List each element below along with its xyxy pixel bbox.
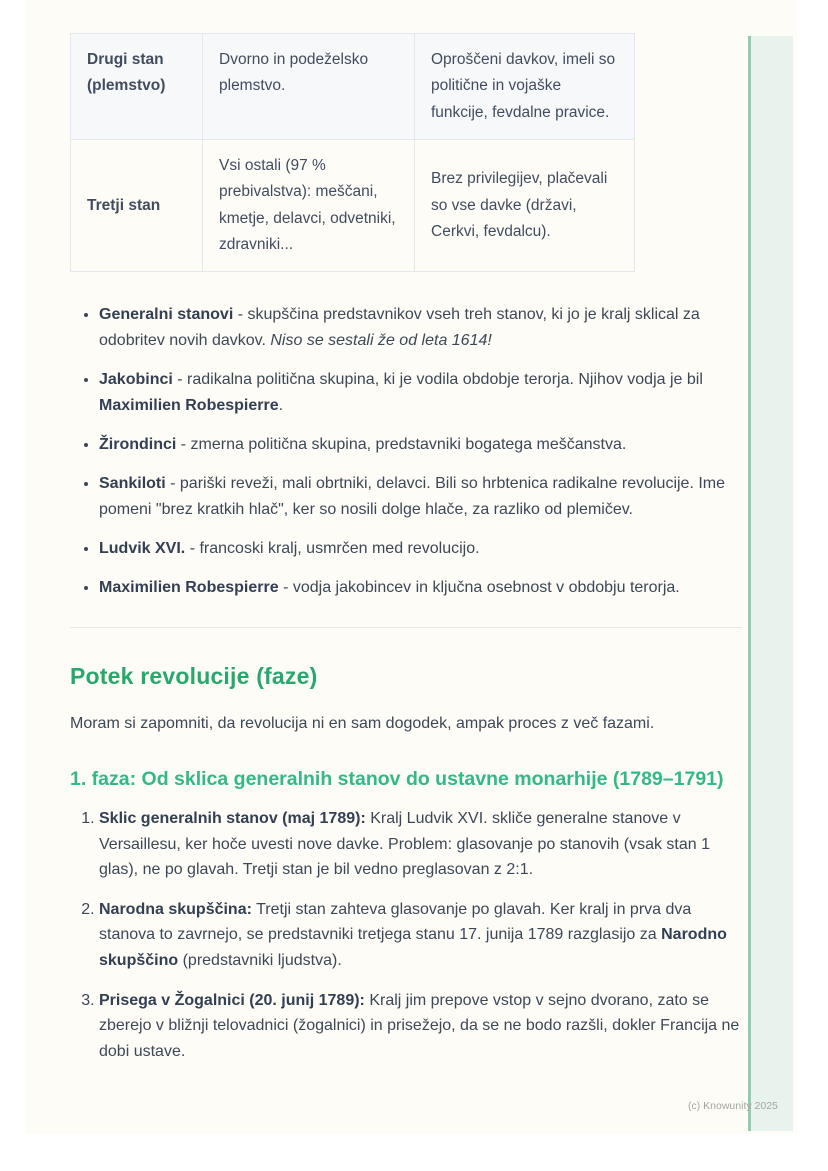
section-title: Potek revolucije (faze)	[70, 662, 318, 689]
glossary-bold-name: Maximilien Robespierre	[99, 397, 279, 415]
glossary-note: Niso se sestali že od leta 1614!	[270, 332, 492, 350]
estate-name-cell: Drugi stan (plemstvo)	[71, 34, 203, 140]
step-lead: Narodna skupščina:	[99, 900, 252, 918]
estate-privileges-cell: Brez privilegijev, plačevali so vse davke (državi, Cerkvi, fevdalcu).	[415, 140, 635, 272]
glossary-item	[99, 575, 742, 601]
glossary-term: Generalni stanovi	[99, 306, 234, 324]
phase-step: 2. Narodna skupščina: Tretji stan zahteva glasovanje po glavah. Ker kralj in prva dva stanova to zavrnejo, se predstavniki tretjega stanu 17. junija 1789 razglasijo za Narodno skupščino (predstavniki ljudstva).	[99, 897, 742, 974]
step-text: Kralj Ludvik XVI. skliče generalne stanove v Versaillesu, ker hoče uvesti nove davke. Problem: glasovanje po stanovih (vsak stan 1 glas), ne po glavah. Tretji stan je bil vedno preglasovan z 2:1.	[99, 809, 710, 879]
estate-name-cell: Tretji stan	[71, 140, 203, 272]
document-page	[25, 0, 797, 1134]
estate-description-cell: Dvorno in podeželsko plemstvo.	[203, 34, 415, 140]
glossary-definition: - vodja jakobincev in ključna osebnost v obdobju terorja.	[278, 578, 680, 596]
phase-step	[99, 988, 742, 1065]
phase-steps-list	[70, 806, 742, 1064]
page-content	[70, 0, 742, 1078]
glossary-item	[99, 536, 742, 562]
glossary-definition: - radikalna politična skupina, ki je vodila obdobje terorja. Njihov vodja je bil	[172, 371, 703, 389]
section-intro: Moram si zapomniti, da revolucija ni en sam dogodek, ampak proces z več fazami.	[70, 714, 655, 732]
glossary-term: Ludvik XVI.	[99, 539, 186, 557]
glossary-term: Maximilien Robespierre	[99, 578, 279, 596]
table-row	[71, 140, 635, 272]
margin-accent-bar	[748, 36, 793, 1131]
step-lead: Prisega v Žogalnici (20. junij 1789):	[99, 991, 365, 1009]
step-lead: Sklic generalnih stanov (maj 1789):	[99, 809, 366, 827]
copyright-notice: (c) Knowunity 2025	[688, 1100, 778, 1112]
estate-privileges-cell: Oproščeni davkov, imeli so politične in vojaške funkcije, fevdalne pravice.	[415, 34, 635, 140]
step-text: Tretji stan zahteva glasovanje po glavah. Ker kralj in prva dva stanova to zavrnejo, se predstavniki tretjega stanu 17. junija 1789 razglasijo za	[99, 900, 692, 944]
section-divider	[70, 627, 742, 628]
glossary-definition: - francoski kralj, usmrčen med revolucijo.	[185, 539, 480, 557]
step-text: Kralj jim prepove vstop v sejno dvorano, zato se zberejo v bližnji telovadnici (žogalnici) in prisežejo, da se ne bodo razšli, dokler Francija ne dobi ustave.	[99, 991, 740, 1060]
glossary-term: Žirondinci	[99, 436, 177, 454]
glossary-list	[70, 302, 742, 600]
glossary-item	[99, 302, 742, 354]
estates-table	[70, 33, 635, 272]
table-row	[71, 34, 635, 140]
phase-step	[99, 806, 742, 883]
glossary-item: • Jakobinci - radikalna politična skupina, ki je vodila obdobje terorja. Njihov vodja je bil Maximilien Robespierre.	[99, 367, 742, 419]
glossary-definition: - zmerna politična skupina, predstavniki bogatega meščanstva.	[176, 436, 627, 454]
estate-description-cell: Vsi ostali (97 % prebivalstva): meščani, kmetje, delavci, odvetniki, zdravniki...	[203, 140, 415, 272]
glossary-term: Sankiloti	[99, 474, 166, 492]
glossary-definition: - skupščina predstavnikov vseh treh stanov, ki jo je kralj sklical za odobritev novih davkov.	[99, 306, 700, 350]
glossary-definition: - pariški reveži, mali obrtniki, delavci. Bili so hrbtenica radikalne revolucije. Ime pomeni "brez kratkih hlač", ker so nosili dolge hlače, za razliko od plemičev.	[99, 474, 726, 518]
phase-title: 1. faza: Od sklica generalnih stanov do ustavne monarhije (1789–1791)	[70, 767, 724, 790]
step-bold-term: Narodno skupščino	[99, 926, 727, 969]
glossary-item	[99, 432, 742, 458]
glossary-term: Jakobinci	[99, 371, 173, 389]
glossary-item	[99, 471, 742, 523]
